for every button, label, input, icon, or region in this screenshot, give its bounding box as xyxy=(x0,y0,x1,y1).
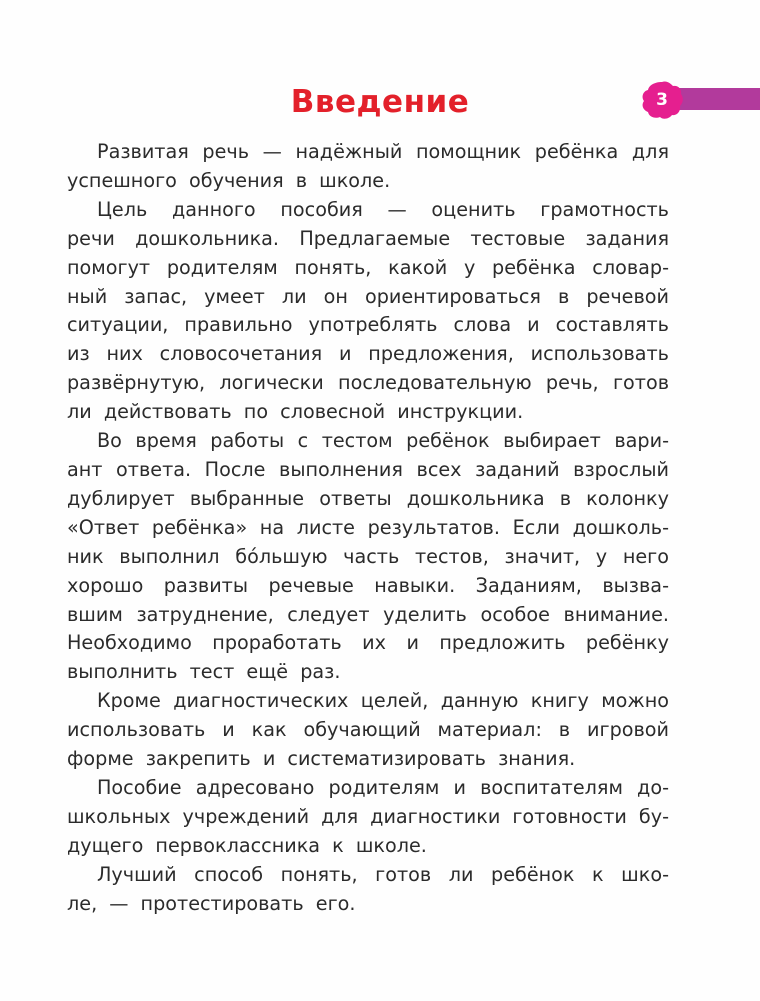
text-line: Во время работы с тестом ребёнок выбирает вари- xyxy=(97,429,669,453)
text-line: Необходимо проработать их и предложить ребёнку xyxy=(67,631,669,655)
text-line: ле, — протестировать его. xyxy=(67,891,356,915)
paragraph-1 xyxy=(67,138,669,196)
text-line: ситуации, правильно употреблять слова и составлять xyxy=(67,313,669,337)
text-line: вшим затруднение, следует уделить особое внимание. xyxy=(67,602,669,626)
text-line: Пособие адресовано родителям и воспитателям до- xyxy=(97,775,669,799)
text-line: Кроме диагностических целей, данную книгу можно xyxy=(97,689,669,713)
text-line: помогут родителям понять, какой у ребёнка словар- xyxy=(67,255,669,279)
text-line: Цель данного пособия — оценить грамотность xyxy=(97,197,669,221)
text-line: успешного обучения в школе. xyxy=(67,168,391,192)
text-line: выполнить тест ещё раз. xyxy=(67,660,341,684)
paragraph-5 xyxy=(67,774,669,861)
paragraph-2 xyxy=(67,196,669,427)
body-text xyxy=(67,138,669,918)
text-line: Лучший способ понять, готов ли ребёнок к шко- xyxy=(97,862,669,886)
text-line: дублирует выбранные ответы дошкольника в колонку xyxy=(67,486,669,510)
text-line: речи дошкольника. Предлагаемые тестовые задания xyxy=(67,226,669,250)
paragraph-6 xyxy=(67,861,669,919)
text-line: «Ответ ребёнка» на листе результатов. Если дошколь- xyxy=(67,515,669,539)
text-line: ант ответа. После выполнения всех заданий взрослый xyxy=(67,457,669,481)
text-line: хорошо развиты речевые навыки. Заданиям, вызва- xyxy=(67,573,669,597)
text-line: дущего первоклассника к школе. xyxy=(67,833,427,857)
text-line: ный запас, умеет ли он ориентироваться в речевой xyxy=(67,284,669,308)
text-line: ник выполнил бóльшую часть тестов, значит, у него xyxy=(67,544,669,568)
paragraph-3 xyxy=(67,427,669,687)
text-line: развёрнутую, логически последовательную речь, готов xyxy=(67,371,669,395)
page-title: Введение xyxy=(290,84,470,120)
text-line: использовать и как обучающий материал: в игровой xyxy=(67,718,669,742)
page-number: 3 xyxy=(656,90,668,110)
text-line: школьных учреждений для диагностики готовности бу- xyxy=(67,804,669,828)
text-line: Развитая речь — надёжный помощник ребёнка для xyxy=(97,140,669,163)
text-line: форме закрепить и систематизировать знания. xyxy=(67,747,576,771)
text-line: из них словосочетания и предложения, использовать xyxy=(67,342,669,366)
paragraph-4 xyxy=(67,687,669,774)
text-line: ли действовать по словесной инструкции. xyxy=(67,400,524,424)
